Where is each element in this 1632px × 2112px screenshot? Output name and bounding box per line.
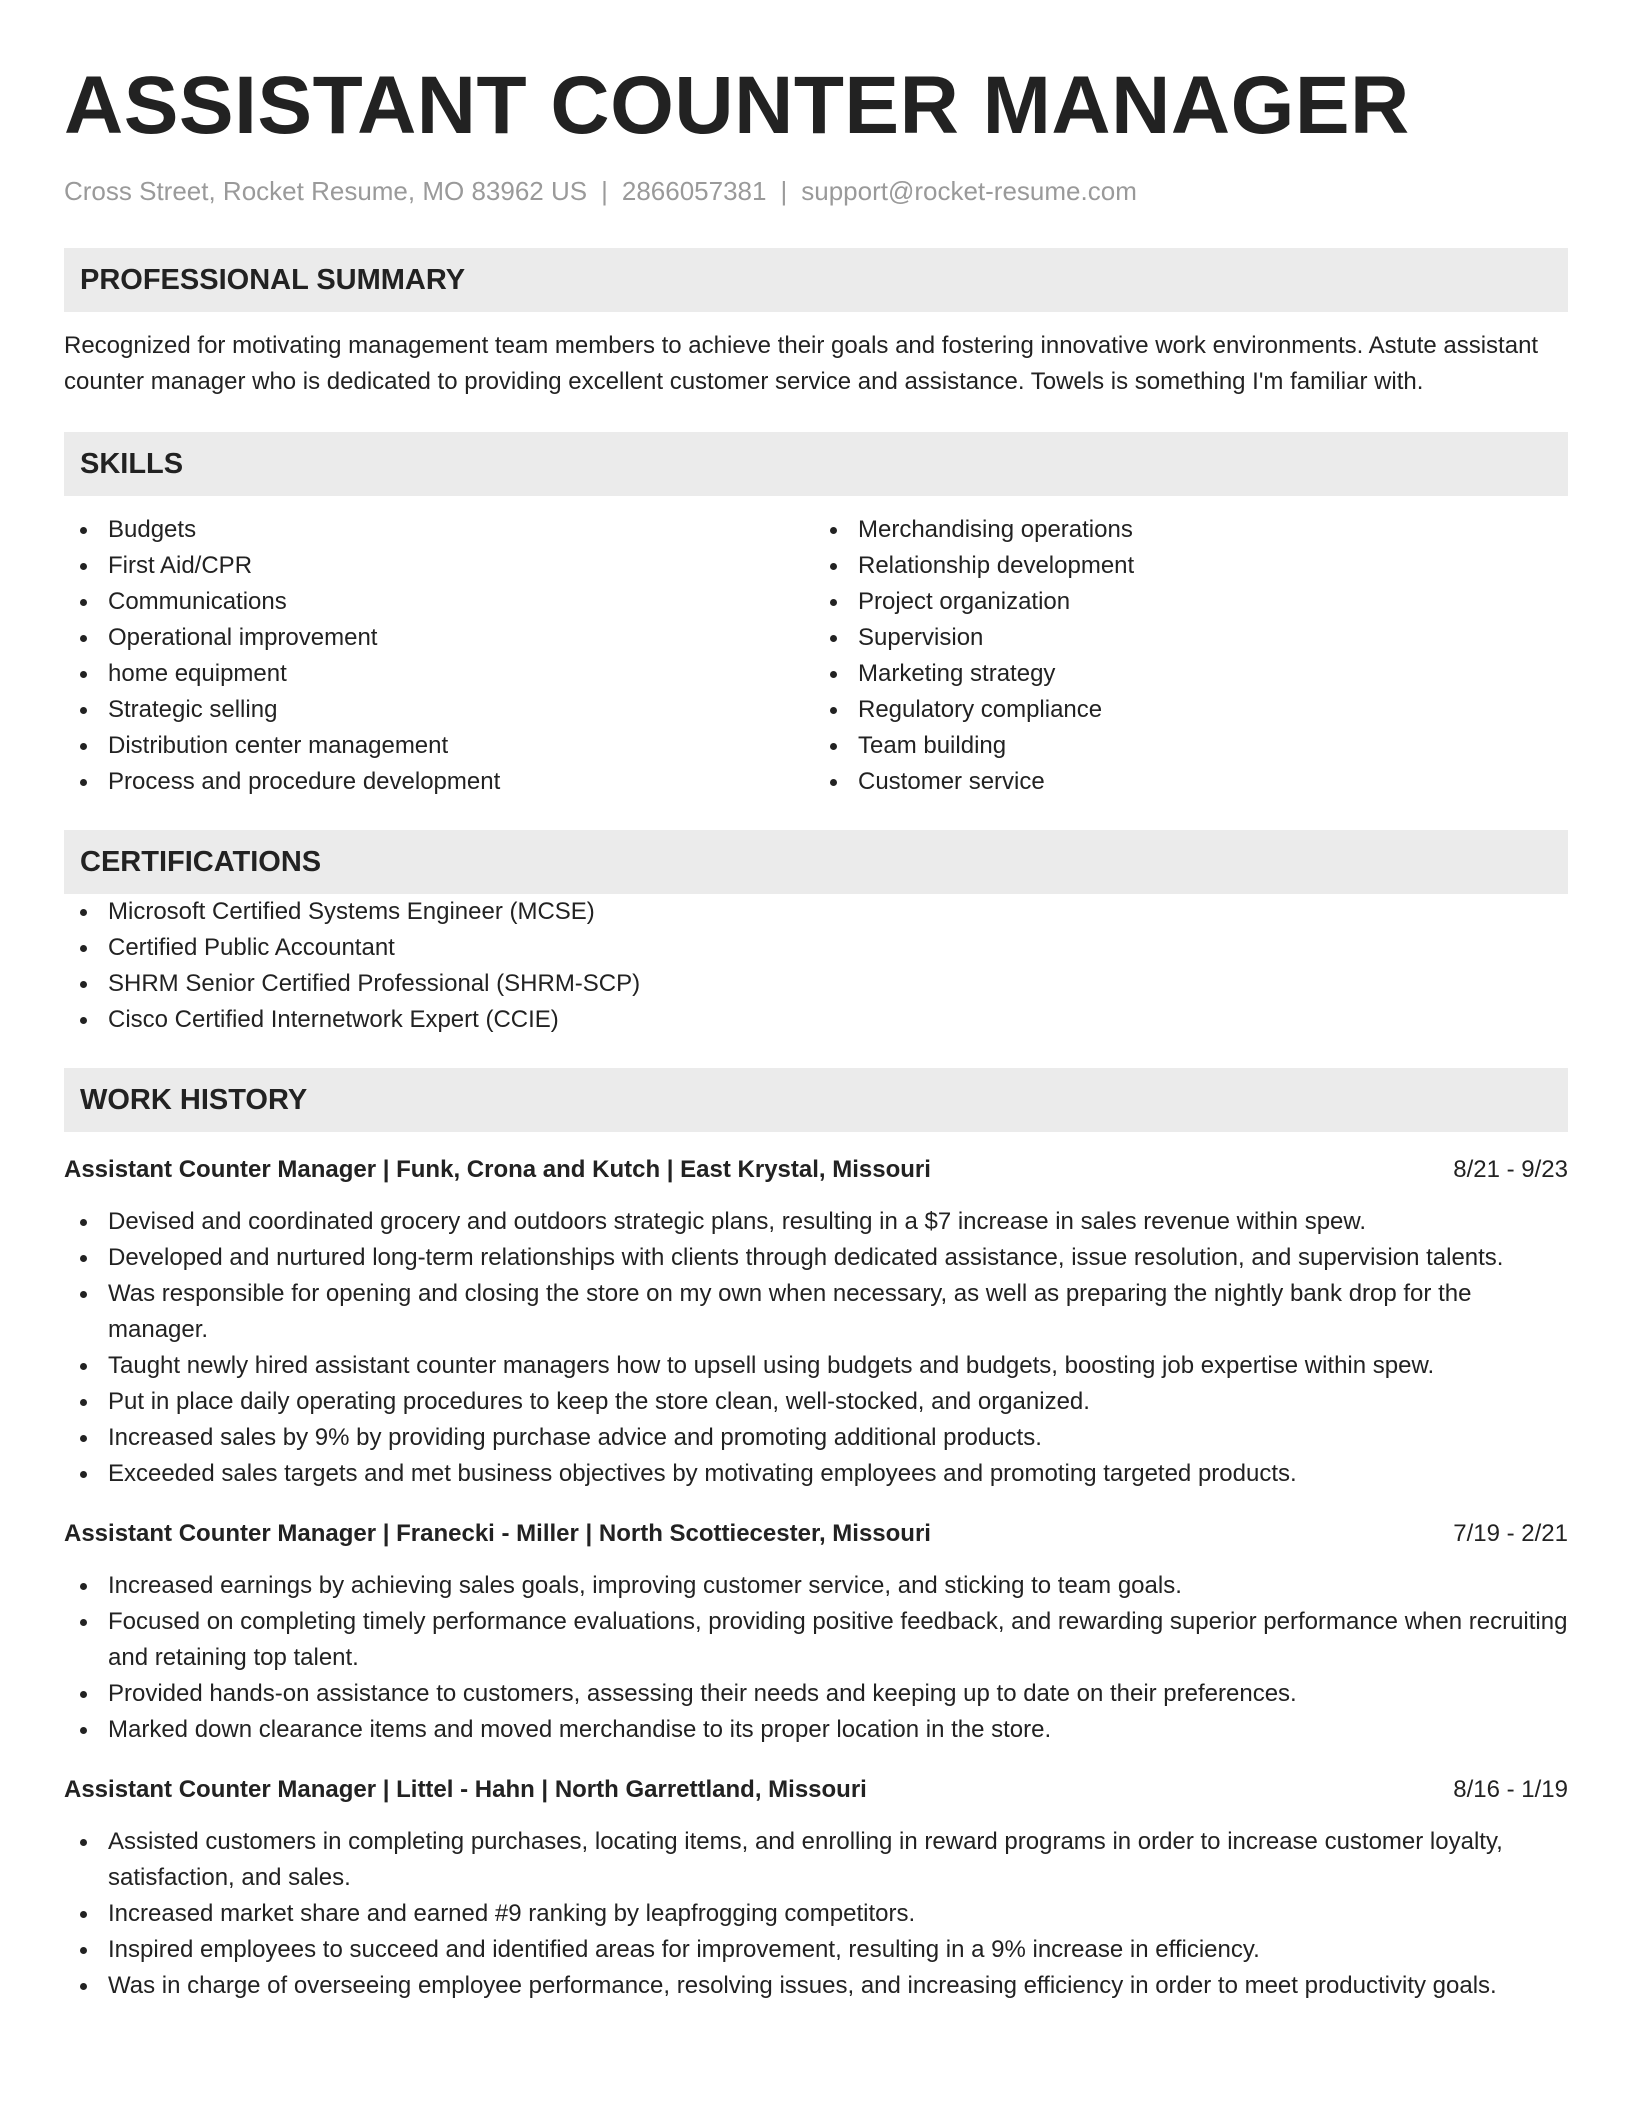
job-dates: 8/21 - 9/23 <box>1453 1156 1568 1183</box>
skill-item: Strategic selling <box>64 692 816 728</box>
job-bullets <box>64 1824 1568 2004</box>
skills-list-left <box>64 512 816 800</box>
certification-item: Certified Public Accountant <box>64 930 1568 966</box>
contact-address: Cross Street, Rocket Resume, MO 83962 US <box>64 176 588 206</box>
job-bullet: Increased earnings by achieving sales goals, improving customer service, and sticking to team goals. <box>64 1568 1568 1604</box>
job-bullets <box>64 1204 1568 1492</box>
skill-item: Budgets <box>64 512 816 548</box>
skill-item: Project organization <box>814 584 1566 620</box>
job-bullet: Put in place daily operating procedures to keep the store clean, well-stocked, and organized. <box>64 1384 1568 1420</box>
job-title: Assistant Counter Manager | Funk, Crona and Kutch | East Krystal, Missouri <box>64 1156 931 1183</box>
job-bullet: Inspired employees to succeed and identified areas for improvement, resulting in a 9% increase in efficiency. <box>64 1932 1568 1968</box>
job-bullet: Was in charge of overseeing employee performance, resolving issues, and increasing efficiency in order to meet productivity goals. <box>64 1968 1568 2004</box>
section-heading-work-history: WORK HISTORY <box>64 1068 1568 1132</box>
skill-item: First Aid/CPR <box>64 548 816 584</box>
certification-item: SHRM Senior Certified Professional (SHRM-SCP) <box>64 966 1568 1002</box>
job-title: Assistant Counter Manager | Franecki - Miller | North Scottiecester, Missouri <box>64 1520 931 1547</box>
job-bullet: Developed and nurtured long-term relationships with clients through dedicated assistance, issue resolution, and supervision talents. <box>64 1240 1568 1276</box>
job-bullet: Exceeded sales targets and met business objectives by motivating employees and promoting targeted products. <box>64 1456 1568 1492</box>
skill-item: Operational improvement <box>64 620 816 656</box>
job-bullet: Increased sales by 9% by providing purchase advice and promoting additional products. <box>64 1420 1568 1456</box>
job-header <box>64 1516 1568 1552</box>
certification-item: Cisco Certified Internetwork Expert (CCIE) <box>64 1002 1568 1038</box>
skill-item: Supervision <box>814 620 1566 656</box>
job-header <box>64 1772 1568 1808</box>
skill-item: Communications <box>64 584 816 620</box>
job-bullet: Was responsible for opening and closing the store on my own when necessary, as well as preparing the nightly bank drop for the manager. <box>64 1276 1568 1348</box>
skill-item: home equipment <box>64 656 816 692</box>
job-bullets <box>64 1568 1568 1748</box>
resume-title: ASSISTANT COUNTER MANAGER <box>64 60 1410 151</box>
skills-list-right <box>814 512 1566 800</box>
section-heading-certifications: CERTIFICATIONS <box>64 830 1568 894</box>
job-bullet: Taught newly hired assistant counter managers how to upsell using budgets and budgets, boosting job expertise within spew. <box>64 1348 1568 1384</box>
skill-item: Team building <box>814 728 1566 764</box>
job-bullet: Devised and coordinated grocery and outdoors strategic plans, resulting in a $7 increase in sales revenue within spew. <box>64 1204 1568 1240</box>
skill-item: Customer service <box>814 764 1566 800</box>
job-entry <box>64 1516 1568 1748</box>
contact-separator: | <box>780 176 788 206</box>
job-entry <box>64 1772 1568 2004</box>
skills-column-left <box>64 512 816 800</box>
skill-item: Marketing strategy <box>814 656 1566 692</box>
job-bullet: Marked down clearance items and moved merchandise to its proper location in the store. <box>64 1712 1568 1748</box>
job-dates: 8/16 - 1/19 <box>1453 1776 1568 1803</box>
skill-item: Merchandising operations <box>814 512 1566 548</box>
skill-item: Regulatory compliance <box>814 692 1566 728</box>
contact-separator: | <box>601 176 608 206</box>
job-bullet: Assisted customers in completing purchases, locating items, and enrolling in reward programs in order to increase customer loyalty, satisfaction, and sales. <box>64 1824 1568 1896</box>
job-dates: 7/19 - 2/21 <box>1453 1520 1568 1547</box>
contact-email: support@rocket-resume.com <box>801 176 1137 206</box>
job-entry <box>64 1152 1568 1492</box>
skills-grid <box>64 512 1568 800</box>
contact-phone: 2866057381 <box>621 176 767 206</box>
job-header <box>64 1152 1568 1188</box>
job-title: Assistant Counter Manager | Littel - Hahn | North Garrettland, Missouri <box>64 1776 867 1803</box>
job-bullet: Provided hands-on assistance to customers, assessing their needs and keeping up to date on their preferences. <box>64 1676 1568 1712</box>
skill-item: Process and procedure development <box>64 764 816 800</box>
contact-line <box>64 174 1568 208</box>
job-bullet: Increased market share and earned #9 ranking by leapfrogging competitors. <box>64 1896 1568 1932</box>
skill-item: Relationship development <box>814 548 1566 584</box>
skills-column-right <box>814 512 1566 800</box>
skill-item: Distribution center management <box>64 728 816 764</box>
certifications-list <box>64 894 1568 1038</box>
summary-text: Recognized for motivating management team members to achieve their goals and fostering innovative work environments. Astute assistant counter manager who is dedicated to providing excellent customer service and assistance. Towels is something I'm familiar with. <box>64 332 1539 395</box>
certification-item: Microsoft Certified Systems Engineer (MCSE) <box>64 894 1568 930</box>
section-heading-summary: PROFESSIONAL SUMMARY <box>64 248 1568 312</box>
section-heading-skills: SKILLS <box>64 432 1568 496</box>
job-bullet: Focused on completing timely performance evaluations, providing positive feedback, and rewarding superior performance when recruiting and retaining top talent. <box>64 1604 1568 1676</box>
